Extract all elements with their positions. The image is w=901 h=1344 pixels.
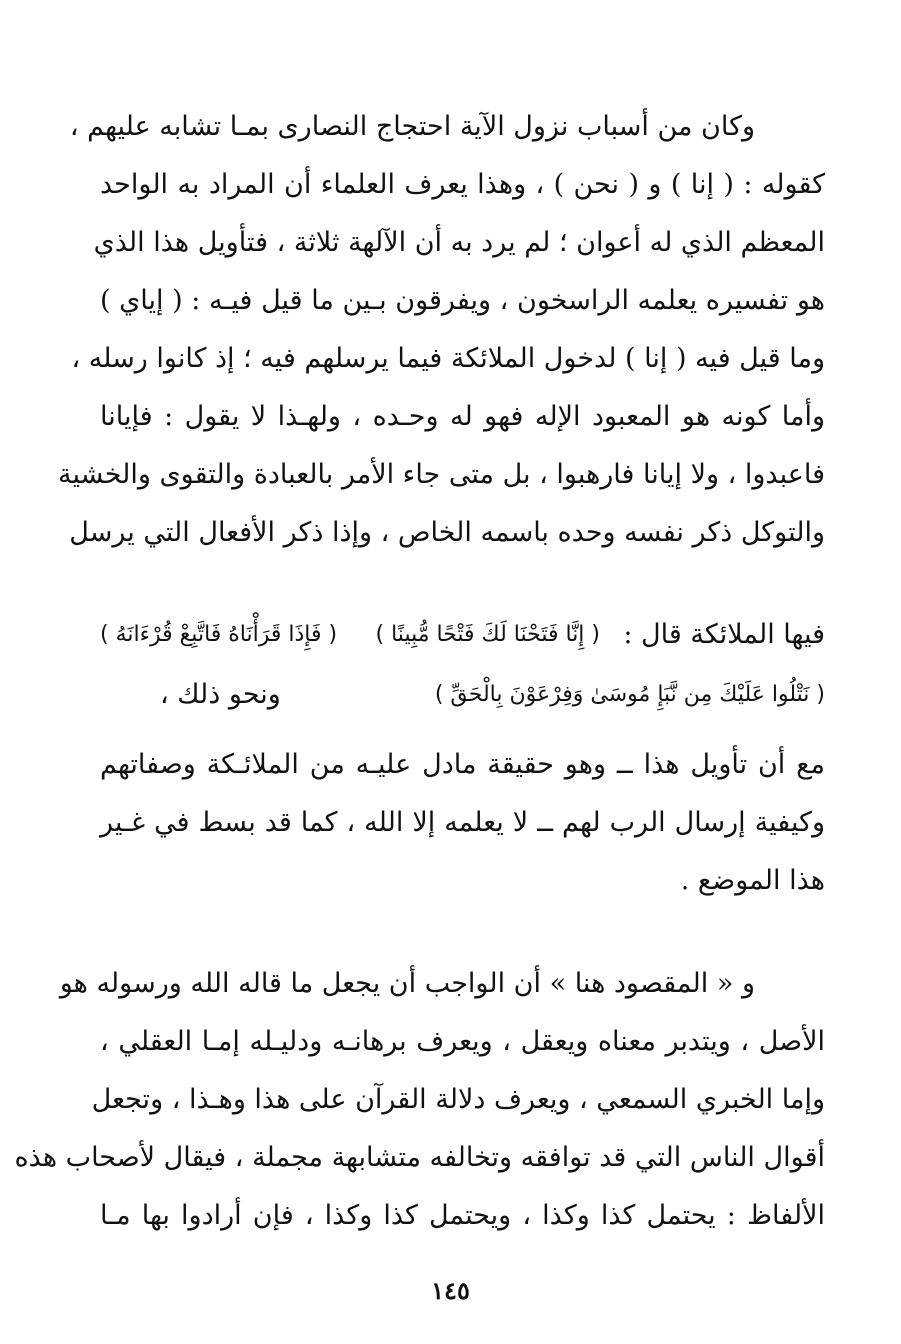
text-line: وما قيل فيه ( إنا ) لدخول الملائكة فيما يرسلهم فيه ؛ إذ كانوا رسله ، [71,343,825,374]
text-line: والتوكل ذكر نفسه وحده باسمه الخاص ، وإذا ذكر الأفعال التي يرسل [69,517,825,548]
text-line: فاعبدوا ، ولا إيانا فارهبوا ، بل متى جاء الأمر بالعبادة والتقوى والخشية [58,459,825,490]
text-line: مع أن تأويل هذا ــ وهو حقيقة مادل عليـه من الملائـكة وصفاتهم [100,749,825,780]
text-line: أقوال الناس التي قد توافقه وتخالفه متشابهة مجملة ، فيقال لأصحاب هذه [14,1142,825,1173]
page-number: ١٤٥ [431,1276,470,1305]
text-line: وكيفية إرسال الرب لهم ــ لا يعلمه إلا الله ، كما قد بسط في غـير [100,807,825,838]
paragraph-1 [58,98,825,562]
text-line: الألفاظ : يحتمل كذا وكذا ، ويحتمل كذا وكذا ، فإن أرادوا بها مـا [100,1200,825,1231]
text-line: وإما الخبري السمعي ، ويعرف دلالة القرآن على هذا وهـذا ، وتجعل [91,1084,825,1115]
text-line: المعظم الذي له أعوان ؛ لم يرد به أن الآلهة ثلاثة ، فتأويل هذا الذي [93,227,825,258]
text-line: هو تفسيره يعلمه الراسخون ، ويفرقون بـين ما قيل فيـه : ( إياي ) [100,285,825,316]
verse-lead-text: فيها الملائكة قال : [623,619,825,650]
quran-quote-2: ( فَإِذَا قَرَأْنَاهُ فَاتَّبِعْ قُرْءَانَهُ ) [100,622,338,647]
text-line: وكان من أسباب نزول الآية احتجاج النصارى بمـا تشابه عليهم ، [69,111,755,142]
verse-line-1 [100,606,825,664]
text-line: وأما كونه هو المعبود الإله فهو له وحـده ، ولهـذا لا يقول : فإيانا [100,401,825,432]
text-line: الأصل ، ويتدبر معناه ويعقل ، ويعرف برهانـه ودليـله إمـا العقلي ، [100,1026,825,1057]
text-line: كقوله : ( إنا ) و ( نحن ) ، وهذا يعرف العلماء أن المراد به الواحد [100,169,825,200]
paragraph-1-end [100,736,825,910]
text-line: و « المقصود هنا » أن الواجب أن يجعل ما قاله الله ورسوله هو [59,968,755,999]
quran-quote-3: ( نَتْلُوا عَلَيْكَ مِن نَّبَإِ مُوسَىٰ وَفِرْعَوْنَ بِالْحَقِّ ) [434,682,825,707]
text-line: هذا الموضع . [680,865,825,896]
paragraph-2 [14,955,825,1245]
verse-line-2 [100,666,825,724]
verse-tail-text: ونحو ذلك ، [160,679,281,710]
quran-quote-1: ( إِنَّا فَتَحْنَا لَكَ فَتْحًا مُّبِينًا ) [375,622,600,647]
